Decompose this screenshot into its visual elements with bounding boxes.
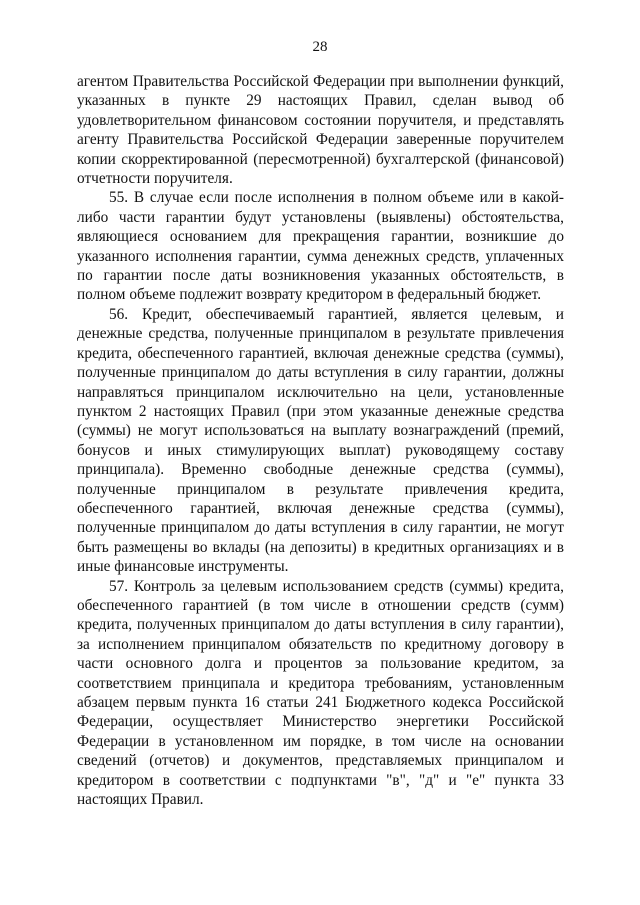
paragraph-continuation: агентом Правительства Российской Федерации при выполнении функций, указанных в пункте 29 настоящих Правил, сделан вывод об удовлетворительном финансовом состоянии поручителя, и представлять агенту Правительства Российской Федерации заверенные поручителем копии скорректированной (пересмотренной) бухгалтерской (финансовой) отчетности поручителя. [77, 73, 564, 188]
paragraph-item-55: 55. В случае если после исполнения в полном объеме или в какой-либо части гарантии будут установлены (выявлены) обстоятельства, являющиеся основанием для прекращения гарантии, возникшие до указанного исполнения гарантии, сумма денежных средств, уплаченных по гарантии после даты возникновения указанных обстоятельств, в полном объеме подлежит возврату кредитором в федеральный бюджет. [77, 189, 564, 304]
document-body [77, 72, 564, 809]
paragraph-item-56: 56. Кредит, обеспечиваемый гарантией, является целевым, и денежные средства, полученные принципалом в результате привлечения кредита, обеспеченного гарантией, включая денежные средства (суммы), полученные принципалом до даты вступления в силу гарантии, должны направляться принципалом исключительно на цели, установленные пунктом 2 настоящих Правил (при этом указанные денежные средства (суммы) не могут использоваться на выплату вознаграждений (премий, бонусов и иных стимулирующих выплат) руководящему составу принципала). Временно свободные денежные средства (суммы), полученные принципалом в результате привлечения кредита, обеспеченного гарантией, включая денежные средства (суммы), полученные принципалом до даты вступления в силу гарантии, не могут быть размещены во вклады (на депозиты) в кредитных организациях и в иные финансовые инструменты. [77, 305, 564, 576]
paragraph-item-57: 57. Контроль за целевым использованием средств (суммы) кредита, обеспеченного гарантией (в том числе в отношении средств (сумм) кредита, полученных принципалом до даты вступления в силу гарантии), за исполнением принципалом обязательств по кредитному договору в части основного долга и процентов за пользование кредитом, за соответствием принципала и кредитора требованиям, установленным абзацем первым пункта 16 статьи 241 Бюджетного кодекса Российской Федерации, осуществляет Министерство энергетики Российской Федерации в установленном им порядке, в том числе на основании сведений (отчетов) и документов, представляемых принципалом и кредитором в соответствии с подпунктами "в", "д" и "е" пункта 33 настоящих Правил. [77, 577, 564, 809]
page-number: 28 [312, 39, 328, 55]
